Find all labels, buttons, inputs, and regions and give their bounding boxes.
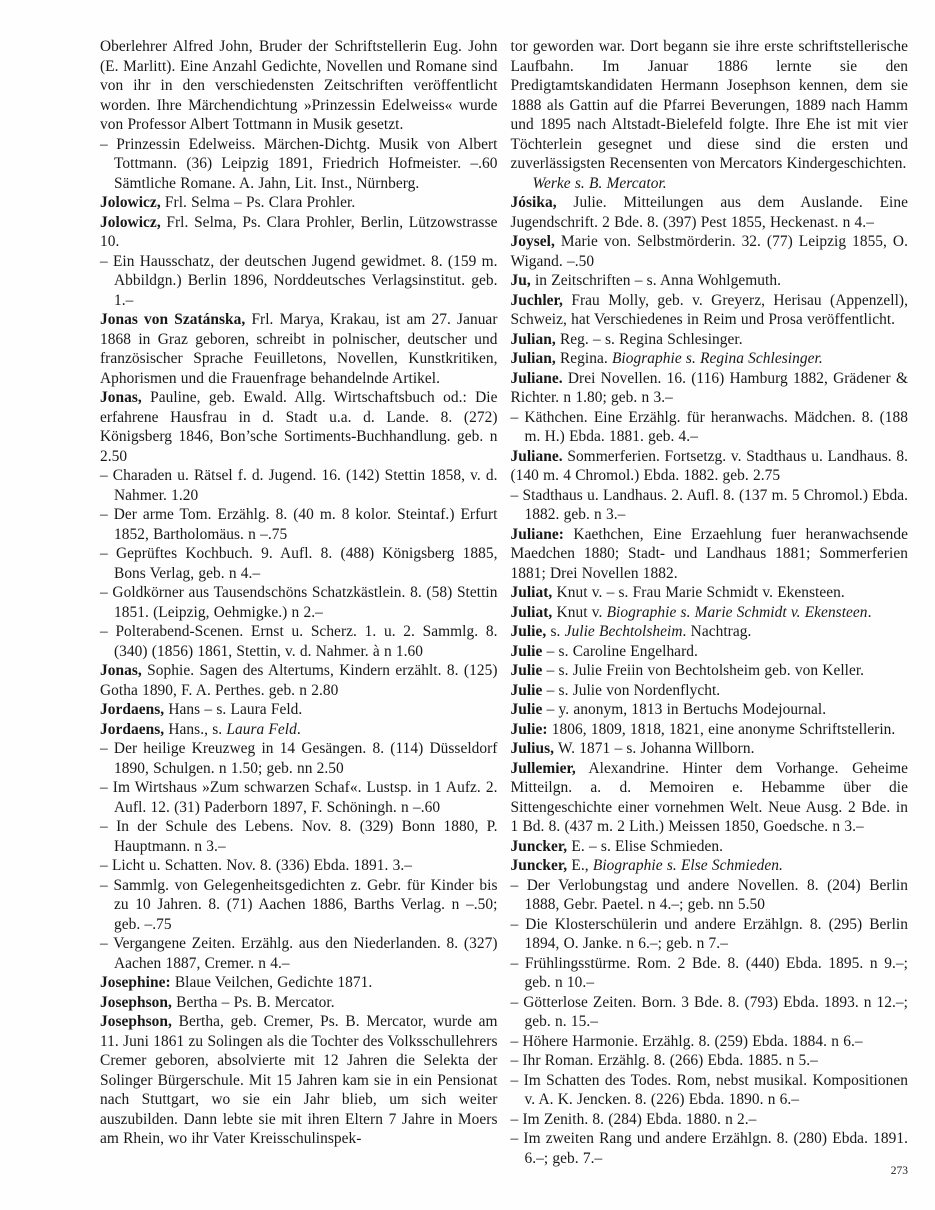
continuation-paragraph [511,37,909,174]
work-list-item [511,1110,909,1130]
work-list-item [100,778,498,817]
entry-text: E., [567,857,593,874]
lexicon-entry [100,700,498,720]
entry-text: – In der Schule des Lebens. Nov. 8. (329) Bonn 1880, P. Hauptmann. n 3.– [100,818,498,855]
entry-headword: Jósika, [510,194,557,211]
entry-text: – Ihr Roman. Erzählg. 8. (266) Ebda. 1885. n 5.– [510,1052,818,1069]
entry-text: Frl. Selma – Ps. Clara Prohler. [160,194,356,211]
work-list-item [100,544,498,583]
entry-text: Knut v. – s. Frau Marie Schmidt v. Ekensteen. [552,584,845,601]
entry-headword: Julie [510,642,543,660]
entry-text: s. [546,623,565,640]
entry-headword: Julian, [510,330,556,348]
entry-headword: Jordaens, [100,701,165,718]
work-list-item [100,817,498,856]
entry-text: – Sammlg. von Gelegenheitsgedichten z. Gebr. für Kinder bis zu 10 Jahren. 8. (71) Aachen 1886, Barths Verlag. n –.50; geb. –.75 [100,876,498,933]
entry-text: Bertha – Ps. B. Mercator. [171,993,335,1011]
entry-headword: Juliane. [510,369,563,387]
lexicon-entry [511,856,909,876]
entry-headword: Julie, [510,623,547,640]
entry-text: – Vergangene Zeiten. Erzählg. aus den Niederlanden. 8. (327) Aachen 1887, Cremer. n 4.– [100,935,498,972]
work-list-item [511,486,909,525]
cross-reference: Biographie s. Marie Schmidt v. Ekensteen [606,603,868,621]
entry-text: Hans – s. Laura Feld. [164,701,303,718]
entry-text: – Im Wirtshaus »Zum schwarzen Schaf«. Lustsp. in 1 Aufz. 2. Aufl. 12. (31) Paderborn 1897, F. Schöningh. n –.60 [100,779,498,816]
entry-headword: Julie [510,701,543,718]
entry-text: – Im Zenith. 8. (284) Ebda. 1880. n 2.– [510,1110,757,1128]
entry-text: Knut v. [552,603,607,621]
entry-text: Bertha, geb. Cremer, Ps. B. Mercator, wurde am 11. Juni 1861 zu Solingen als die Tochter des Volksschullehrers Cremer geboren, absolvierte mit 12 Jahren die Selekta der Solinger Bürgerschule. Mit 15 Jahren kam sie in ein Pensionat nach Stuttgart, wo sie ein Jahr blieb, um sich weiter auszubilden. Dann lebte sie mit ihren Eltern 7 Jahre in Moers am Rhein, wo ihr Vater Kreisschulinspek- [100,1013,498,1147]
entry-text: in Zeitschriften – s. Anna Wohlgemuth. [530,272,781,289]
entry-text: . [296,720,301,738]
entry-text: Sophie. Sagen des Altertums, Kindern erzählt. 8. (125) Gotha 1890, F. A. Perthes. geb. n 2.80 [100,662,498,699]
entry-text: – s. Caroline Engelhard. [542,642,698,660]
lexicon-entry [511,232,909,271]
entry-text: – Im zweiten Rang und andere Erzählgn. 8. (280) Ebda. 1891. 6.–; geb. 7.– [510,1130,908,1167]
lexicon-entry [511,525,909,584]
entry-headword: Juncker, [510,857,568,874]
entry-text: – y. anonym, 1813 in Bertuchs Modejournal. [542,701,827,718]
lexicon-entry [511,720,909,740]
entry-text: – s. Julie Freiin von Bechtolsheim geb. von Keller. [542,662,865,679]
cross-reference: Werke s. B. Mercator. [532,174,667,192]
work-list-item [511,1071,909,1110]
entry-text: – Prinzessin Edelweiss. Märchen-Dichtg. Musik von Albert Tottmann. (36) Leipzig 1891, Friedrich Hofmeister. –.60 Sämtliche Romane. A. Jahn, Lit. Inst., Nürnberg. [100,135,498,192]
work-list-item [511,954,909,993]
lexicon-entry [511,681,909,701]
text-column-right [511,37,909,1168]
entry-text: – Stadthaus u. Landhaus. 2. Aufl. 8. (137 m. 5 Chromol.) Ebda. 1882. geb. n 3.– [510,486,908,523]
entry-text: Frl. Marya, Krakau, ist am 27. Januar 1868 in Graz geboren, schreibt in polnischer, deutscher und französischer Sprache Feuilletons, Novellen, Kunstkritiken, Aphorismen und die Frauenfrage behandelnde Artikel. [100,311,498,387]
work-list-item [100,876,498,935]
entry-text: – Polterabend-Scenen. Ernst u. Scherz. 1. u. 2. Sammlg. 8. (340) (1856) 1861, Stettin, v. d. Nahmer. à n 1.60 [100,623,498,660]
entry-text: Pauline, geb. Ewald. Allg. Wirtschaftsbuch od.: Die erfahrene Hausfrau in d. Stadt u.a. d. Lande. 8. (272) Königsberg 1846, Bon’sche Sortiments-Buchhandlung. geb. n 2.50 [100,389,498,465]
work-list-item [511,1032,909,1052]
entry-headword: Julie [510,662,543,679]
cross-reference: Laura Feld [226,720,297,738]
entry-headword: Juchler, [510,291,563,309]
lexicon-entry [511,583,909,603]
lexicon-entry [100,1012,498,1149]
work-list-item [511,1051,909,1071]
work-list-item [511,408,909,447]
entry-text: – Goldkörner aus Tausendschöns Schatzkästlein. 8. (58) Stettin 1851. (Leipzig, Oehmigke.) n 2.– [100,584,498,621]
lexicon-entry [100,993,498,1013]
work-list-item [511,993,909,1032]
lexicon-entry [511,622,909,642]
entry-text: . [867,603,872,621]
work-list-item [511,915,909,954]
entry-text: Drei Novellen. 16. (116) Hamburg 1882, Grädener & Richter. n 1.80; geb. n 3.– [510,369,908,406]
entry-headword: Josephson, [100,993,172,1011]
entry-text: Julie. Mitteilungen aus dem Auslande. Eine Jugendschrift. 2 Bde. 8. (397) Pest 1855, Heckenast. n 4.– [510,194,908,231]
text-column-left [100,37,498,1168]
work-list-item [100,739,498,778]
lexicon-entry [511,447,909,486]
cross-reference: Biographie s. Regina Schlesinger. [611,350,823,367]
entry-headword: Jonas von Szatánska, [100,311,246,328]
entry-text: Blaue Veilchen, Gedichte 1871. [170,974,373,991]
work-list-item [100,505,498,544]
entry-text: – s. Julie von Nordenflycht. [542,681,721,699]
entry-text: – Käthchen. Eine Erzählg. für heranwachs. Mädchen. 8. (188 m. H.) Ebda. 1881. geb. 4.– [510,408,908,445]
entry-text: – Der heilige Kreuzweg in 14 Gesängen. 8. (114) Düsseldorf 1890, Schulgen. n 1.50; geb. nn 2.50 [100,740,498,777]
work-list-item [100,934,498,973]
entry-headword: Juliat, [510,584,553,601]
entry-headword: Julie: [510,720,548,738]
work-list-item [100,135,498,194]
entry-headword: Juliane. [510,447,563,465]
lexicon-entry [511,349,909,369]
entry-text: Oberlehrer Alfred John, Bruder der Schriftstellerin Eug. John (E. Marlitt). Eine Anzahl Gedichte, Novellen und Romane sind von ihr in den verschiedensten Zeitschriften veröffentlicht worden. Ihre Märchendichtung »Prinzessin Edelweiss« wurde von Professor Albert Tottmann in Musik gesetzt. [100,38,498,133]
lexicon-entry [511,759,909,837]
entry-text: Reg. – s. Regina Schlesinger. [555,330,743,348]
lexicon-entry [511,700,909,720]
page-number: 273 [890,1165,908,1177]
entry-headword: Josephson, [100,1013,172,1030]
lexicon-entry [511,330,909,350]
entry-text: – Götterlose Zeiten. Born. 3 Bde. 8. (793) Ebda. 1893. n 12.–; geb. n. 15.– [510,993,908,1030]
work-list-item [511,876,909,915]
lexicon-entry [511,661,909,681]
lexicon-entry [100,720,498,740]
work-list-item [100,622,498,661]
entry-headword: Joysel, [510,233,555,250]
entry-headword: Julie [510,681,543,699]
entry-text: – Höhere Harmonie. Erzählg. 8. (259) Ebda. 1884. n 6.– [510,1032,863,1050]
lexicon-entry [511,603,909,623]
lexicon-entry [100,213,498,252]
lexicon-entry [511,369,909,408]
entry-headword: Jolowicz, [100,194,161,211]
work-list-item [100,252,498,311]
entry-headword: Jullemier, [510,759,576,777]
work-list-item [100,856,498,876]
entry-headword: Juliat, [510,603,553,621]
entry-headword: Josephine: [100,974,171,991]
entry-text: tor geworden war. Dort begann sie ihre erste schriftstellerische Laufbahn. Im Januar 1886 lernte sie den Predigtamtskandidaten Hermann Josephson kennen, dem sie 1888 als Gattin auf die Pfarrei Beverungen, 1889 nach Hamm und 1895 nach Altstadt-Bielefeld folgte. Ihre Ehe ist mit vier Töchterlein gesegnet und diese sind die ersten und zuverlässigsten Recensenten von Mercators Kindergeschichten. [510,38,908,172]
entry-text: – Die Klosterschülerin und andere Erzählgn. 8. (295) Berlin 1894, O. Janke. n 6.–; geb. n 7.– [510,915,908,952]
entry-text: Regina. [555,350,612,367]
cross-reference: Biographie s. Else Schmieden. [592,857,783,874]
entry-headword: Jonas, [100,662,142,679]
entry-text: Alexandrine. Hinter dem Vorhange. Geheime Mitteilgn. a. d. Memoiren e. Hebamme über die Sittengeschichte einer vornehmen Welt. Neue Ausg. 2 Bde. in 1 Bd. 8. (437 m. 2 Lith.) Meissen 1850, Goedsche. n 3.– [510,759,908,835]
entry-text: Sommerferien. Fortsetzg. v. Stadthaus u. Landhaus. 8. (140 m. 4 Chromol.) Ebda. 1882. geb. 2.75 [510,447,908,484]
entry-text: Frl. Selma, Ps. Clara Prohler, Berlin, Lützowstrasse 10. [100,213,498,250]
entry-text: 1806, 1809, 1818, 1821, eine anonyme Schriftstellerin. [547,720,896,738]
continuation-paragraph [100,37,498,135]
entry-headword: Jordaens, [100,720,165,738]
lexicon-entry [100,388,498,466]
work-list-item [100,583,498,622]
entry-text: E. – s. Elise Schmieden. [567,837,724,855]
lexicon-entry [511,291,909,330]
lexicon-entry [511,739,909,759]
lexicon-entry [100,193,498,213]
lexicon-entry [511,193,909,232]
lexicon-entry [100,310,498,388]
entry-text: Marie von. Selbstmörderin. 32. (77) Leipzig 1855, O. Wigand. –.50 [510,233,908,270]
work-list-item [511,1129,909,1168]
entry-text: W. 1871 – s. Johanna Willborn. [554,740,755,757]
entry-headword: Ju, [510,272,531,289]
entry-text: – Licht u. Schatten. Nov. 8. (336) Ebda. 1891. 3.– [100,857,413,874]
lexicon-entry [511,642,909,662]
entry-text: – Ein Hausschatz, der deutschen Jugend gewidmet. 8. (159 m. Abbildgn.) Berlin 1896, Norddeutsches Verlagsinstitut. geb. 1.– [100,252,498,309]
entry-text: – Geprüftes Kochbuch. 9. Aufl. 8. (488) Königsberg 1885, Bons Verlag, geb. n 4.– [100,545,498,582]
entry-headword: Jolowicz, [100,213,161,231]
entry-text: – Charaden u. Rätsel f. d. Jugend. 16. (142) Stettin 1858, v. d. Nahmer. 1.20 [100,467,498,504]
cross-reference: Julie Bechtolsheim [564,623,683,640]
entry-text: . Nachtrag. [682,623,752,640]
entry-text: – Im Schatten des Todes. Rom, nebst musikal. Kompositionen v. A. K. Jencken. 8. (226) Ebda. 1890. n 6.– [510,1071,908,1108]
entry-text: Kaethchen, Eine Erzaehlung fuer heranwachsende Maedchen 1880; Stadt- und Landhaus 1881; Sommerferien 1881; Drei Novellen 1882. [510,525,908,582]
works-reference [511,174,909,194]
entry-headword: Juliane: [510,525,564,543]
entry-text: – Frühlingsstürme. Rom. 2 Bde. 8. (440) Ebda. 1895. n 9.–; geb. n 10.– [510,954,908,991]
entry-headword: Julius, [510,740,555,757]
lexicon-entry [100,661,498,700]
entry-text: Frau Molly, geb. v. Greyerz, Herisau (Appenzell), Schweiz, hat Verschiedenes in Reim und Prosa veröffentlicht. [510,291,908,328]
entry-headword: Jonas, [100,389,142,406]
lexicon-entry [511,271,909,291]
lexicon-entry [511,837,909,857]
entry-text: – Der arme Tom. Erzählg. 8. (40 m. 8 kolor. Steintaf.) Erfurt 1852, Bartholomäus. n –.75 [100,506,498,543]
entry-text: Hans., s. [164,720,227,738]
lexicon-entry [100,973,498,993]
work-list-item [100,466,498,505]
entry-text: – Der Verlobungstag und andere Novellen. 8. (204) Berlin 1888, Gebr. Paetel. n 4.–; geb. nn 5.50 [510,876,908,913]
two-column-text-block [100,37,908,1168]
entry-headword: Julian, [510,350,556,367]
entry-headword: Juncker, [510,837,568,855]
